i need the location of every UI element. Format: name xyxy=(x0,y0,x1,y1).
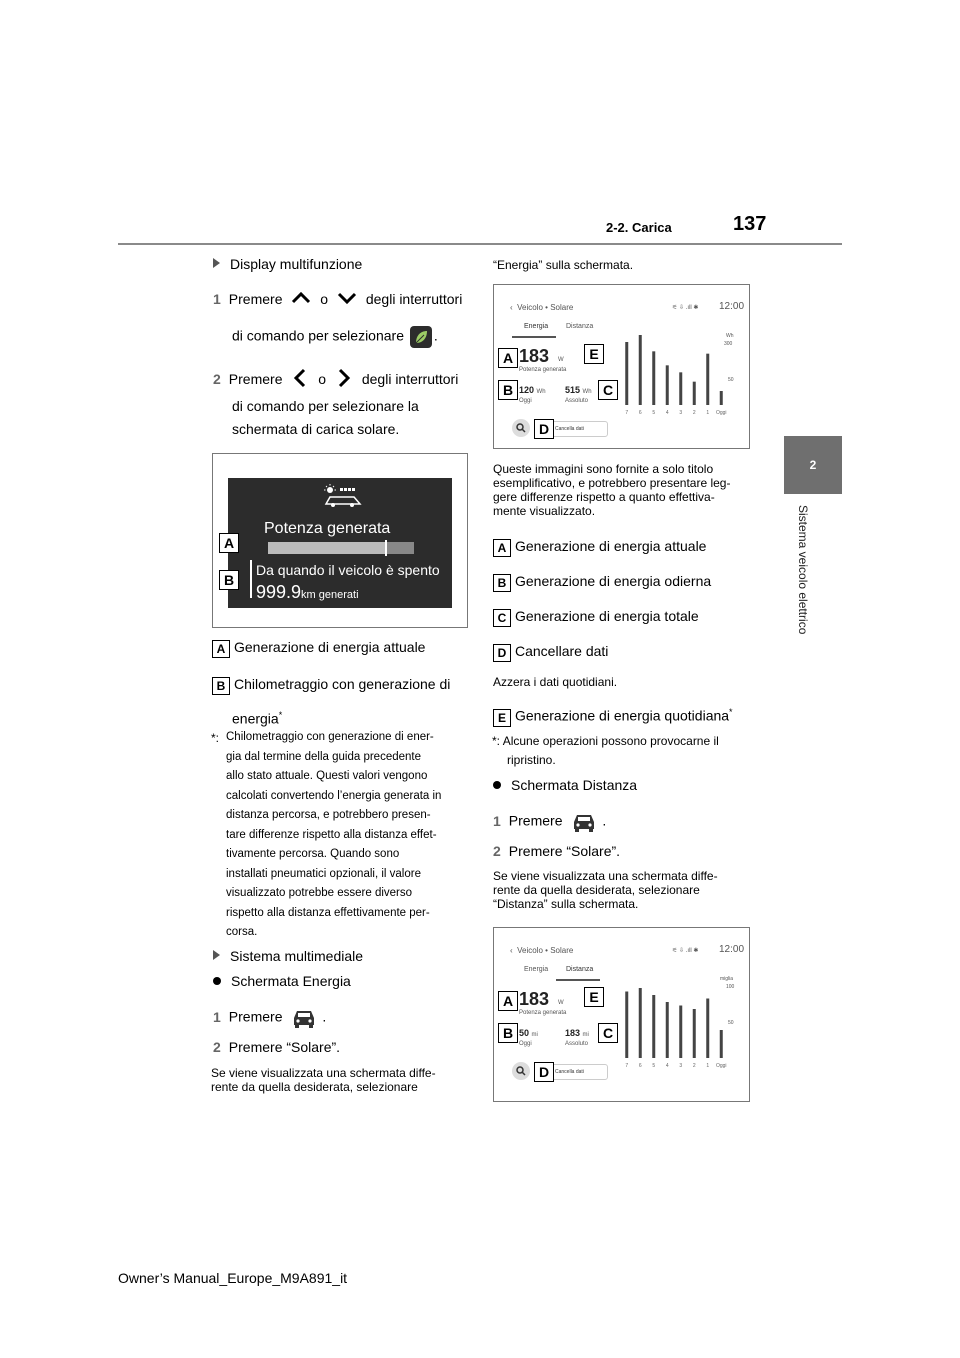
step-2: 2 Premere o degli interruttori xyxy=(213,368,458,388)
total-value: 183 mi xyxy=(565,1028,589,1038)
total-label: Assoluto xyxy=(565,398,589,404)
chart-bar xyxy=(639,335,642,405)
chart-x-label: 1 xyxy=(706,1063,710,1069)
tab-distanza[interactable]: Distanza xyxy=(566,966,594,973)
distance-step-1: 1 Premere . xyxy=(493,810,606,834)
chart-x-label: 4 xyxy=(665,410,669,416)
chart-bar xyxy=(679,372,682,405)
current-power-value: 183 xyxy=(519,989,550,1009)
callout-d: D xyxy=(534,1062,554,1082)
chart-x-label: 7 xyxy=(625,1063,629,1069)
disclaimer-line: mente visualizzato. xyxy=(493,504,596,518)
current-power-unit: W xyxy=(558,1000,564,1006)
y-unit: Wh xyxy=(726,333,734,339)
item-d-note: Azzera i dati quotidiani. xyxy=(493,675,618,689)
footnote-line: corsa. xyxy=(226,926,258,938)
energy-para-3: “Energia” sulla schermata. xyxy=(493,258,634,272)
step-1: 1 Premere o degli interruttori xyxy=(213,291,463,307)
energy-step-1: 1 Premere . xyxy=(213,1006,326,1030)
bracket-line xyxy=(250,560,252,598)
tab-underline xyxy=(556,979,600,981)
item-a: A Generazione di energia attuale xyxy=(493,538,706,557)
legend-b-cont: energia* xyxy=(232,710,283,727)
callout-c: C xyxy=(598,380,618,400)
footnote-line: tare differenze rispetto alla distanza effet- xyxy=(226,828,437,841)
power-bar-marker xyxy=(385,540,387,556)
callout-d: D xyxy=(534,419,554,439)
chart-x-label: 6 xyxy=(638,410,642,416)
tab-energia[interactable]: Energia xyxy=(524,966,549,973)
chart-x-label: 1 xyxy=(706,410,710,416)
footnote-line: gia dal termine della guida precedente xyxy=(226,750,421,763)
step-1-cont: di comando per selezionare . xyxy=(232,326,438,348)
footnote-line: distanza percorsa, e potrebbero presen- xyxy=(226,809,431,821)
footer-manual: Owner’s Manual_Europe_M9A891_it xyxy=(118,1270,348,1286)
legend-b: B Chilometraggio con generazione di xyxy=(212,676,450,695)
distance-readout: 999.9km generati xyxy=(256,582,359,602)
chart-x-label: 4 xyxy=(665,1063,669,1069)
y-unit: miglia xyxy=(720,976,734,982)
heading-multifunction: Display multifunzione xyxy=(213,256,362,272)
daily-energy-chart xyxy=(618,335,738,419)
chart-bar xyxy=(666,365,669,405)
callout-b: B xyxy=(498,380,518,400)
today-value: 50 mi xyxy=(519,1028,538,1038)
power-bar-track xyxy=(268,542,414,554)
distance-para xyxy=(493,869,718,911)
disclaimer-line: Queste immagini sono fornite a solo titolo xyxy=(493,462,714,476)
daily-distance-chart xyxy=(618,988,738,1072)
callout-a: A xyxy=(498,348,518,368)
today-label: Oggi xyxy=(519,1041,532,1047)
chart-x-label: 2 xyxy=(692,1063,696,1069)
chart-x-label: Oggi xyxy=(715,410,727,416)
energy-para-1: Se viene visualizzata una schermata diffe- xyxy=(211,1066,436,1080)
footnote-line: visualizzato potrebbe essere diverso xyxy=(226,887,413,899)
clear-data-button[interactable]: Cancella dati xyxy=(550,1064,608,1080)
breadcrumb: ‹ Veicolo • Solare xyxy=(510,303,574,312)
page-number: 137 xyxy=(733,213,767,235)
y-top-label: 300 xyxy=(724,341,733,347)
bullet-dot-icon xyxy=(213,977,221,985)
current-power-label: Potenza generata xyxy=(519,1010,567,1016)
total-label: Assoluto xyxy=(565,1041,589,1047)
item-c: C Generazione di energia totale xyxy=(493,608,699,627)
item-e-note: *: Alcune operazioni possono provocarne il xyxy=(492,734,719,748)
figure-multifunction-display xyxy=(212,453,468,628)
chart-bar xyxy=(706,354,709,405)
chart-bar xyxy=(625,342,628,405)
chevron-up-icon xyxy=(290,291,312,305)
breadcrumb: ‹ Veicolo • Solare xyxy=(510,946,574,955)
since-off-label: Da quando il veicolo è spento xyxy=(256,562,440,578)
callout-e: E xyxy=(584,344,604,364)
step-2-cont-1: di comando per selezionare la xyxy=(232,398,419,414)
disclaimer-line: esemplificativo, e potrebbero presentare leg- xyxy=(493,476,731,490)
note-mark: *: xyxy=(211,731,220,745)
section-title: 2-2. Carica xyxy=(606,220,672,235)
solar-car-icon xyxy=(318,484,368,508)
callout-a: A xyxy=(498,991,518,1011)
figure-distance-screen xyxy=(493,927,750,1102)
chart-x-label: 5 xyxy=(652,410,656,416)
distance-para-line: rente da quella desiderata, selezionare xyxy=(493,883,700,897)
status-icons: ⚟ ⇩ .ıll ✱ xyxy=(672,305,699,311)
chart-bar xyxy=(693,382,696,405)
chart-bar xyxy=(639,988,642,1058)
distance-para-line: Se viene visualizzata una schermata diffe- xyxy=(493,869,718,883)
chevron-right-icon xyxy=(336,368,352,388)
chart-bar xyxy=(625,992,628,1059)
tab-energia[interactable]: Energia xyxy=(524,323,549,330)
chevron-down-icon xyxy=(336,291,358,305)
legend-a: A Generazione di energia attuale xyxy=(212,639,425,658)
search-icon[interactable] xyxy=(512,1062,530,1080)
footnote-line: Chilometraggio con generazione di ener- xyxy=(226,731,434,743)
y-mid-label: 50 xyxy=(728,377,734,383)
today-value: 120 Wh xyxy=(519,385,546,395)
footnote-line: rispetto alla distanza effettivamente per- xyxy=(226,906,430,919)
footnote-line: installati pneumatici opzionali, il valore xyxy=(226,867,421,880)
chart-x-label: 6 xyxy=(638,1063,642,1069)
clock: 12:00 xyxy=(719,301,745,312)
y-mid-label: 50 xyxy=(728,1020,734,1026)
callout-b: B xyxy=(498,1023,518,1043)
chart-bar xyxy=(652,351,655,405)
callout-e: E xyxy=(584,987,604,1007)
footnote-line: allo stato attuale. Questi valori vengono xyxy=(226,770,428,782)
item-b: B Generazione di energia odierna xyxy=(493,573,711,592)
item-e-note-2: ripristino. xyxy=(507,753,556,767)
triangle-bullet-icon xyxy=(213,258,220,268)
chart-x-label: 7 xyxy=(625,410,629,416)
chart-bar xyxy=(720,1030,723,1058)
current-power-value: 183 xyxy=(519,346,550,366)
bullet-dot-icon xyxy=(493,781,501,789)
footnote-mileage xyxy=(226,728,471,943)
status-icons: ⚟ ⇩ .ıll ✱ xyxy=(672,948,699,954)
today-label: Oggi xyxy=(519,398,532,404)
chart-bar xyxy=(679,1006,682,1059)
disclaimer-line: gere differenze rispetto a quanto effettiva- xyxy=(493,490,715,504)
step-2-cont-2: schermata di carica solare. xyxy=(232,421,400,437)
heading-distance-screen: Schermata Distanza xyxy=(493,777,637,793)
distance-step-2: 2 Premere “Solare”. xyxy=(493,843,621,859)
item-e: E Generazione di energia quotidiana* xyxy=(493,704,733,727)
tab-underline xyxy=(512,336,556,338)
tab-distanza[interactable]: Distanza xyxy=(566,323,594,330)
chart-bar xyxy=(720,391,723,405)
solar-leaf-icon xyxy=(410,326,432,348)
power-bar-fill xyxy=(268,542,385,554)
heading-energy-screen: Schermata Energia xyxy=(213,973,351,989)
power-label: Potenza generata xyxy=(264,520,391,537)
chart-x-label: 5 xyxy=(652,1063,656,1069)
chart-x-label: Oggi xyxy=(715,1063,727,1069)
chart-x-label: 3 xyxy=(679,410,683,416)
disclaimer xyxy=(493,462,730,518)
clear-data-button[interactable]: Cancella dati xyxy=(550,421,608,437)
item-d: D Cancellare dati xyxy=(493,643,608,662)
clock: 12:00 xyxy=(719,944,745,955)
footnote-line: calcolati convertendo l’energia generata in xyxy=(226,789,442,802)
total-value: 515 Wh xyxy=(565,385,592,395)
callout-a: A xyxy=(219,533,239,553)
chevron-left-icon xyxy=(292,368,308,388)
footnote-line: tivamente percorsa. Quando sono xyxy=(226,848,400,860)
callout-c: C xyxy=(598,1023,618,1043)
search-icon[interactable] xyxy=(512,419,530,437)
chart-bar xyxy=(706,999,709,1059)
current-power-unit: W xyxy=(558,357,564,363)
chart-x-label: 3 xyxy=(679,1063,683,1069)
callout-b: B xyxy=(219,570,239,590)
display-screen xyxy=(228,478,452,608)
chapter-tab: 2 xyxy=(784,436,842,494)
energy-para-2: rente da quella desiderata, selezionare xyxy=(211,1080,418,1094)
chart-x-label: 2 xyxy=(692,410,696,416)
car-icon xyxy=(570,810,598,834)
chart-bar xyxy=(666,1002,669,1058)
current-power-label: Potenza generata xyxy=(519,367,567,373)
header-rule xyxy=(118,243,842,245)
triangle-bullet-icon xyxy=(213,950,220,960)
chapter-title: Sistema veicolo elettrico xyxy=(796,505,810,635)
y-top-label: 100 xyxy=(726,984,735,990)
chart-bar xyxy=(652,995,655,1058)
distance-para-line: “Distanza” sulla schermata. xyxy=(493,897,639,911)
heading-multimedia: Sistema multimediale xyxy=(213,948,363,964)
chart-bar xyxy=(693,1009,696,1058)
figure-energy-screen xyxy=(493,284,750,449)
energy-step-2: 2 Premere “Solare”. xyxy=(213,1039,341,1055)
car-icon xyxy=(290,1006,318,1030)
